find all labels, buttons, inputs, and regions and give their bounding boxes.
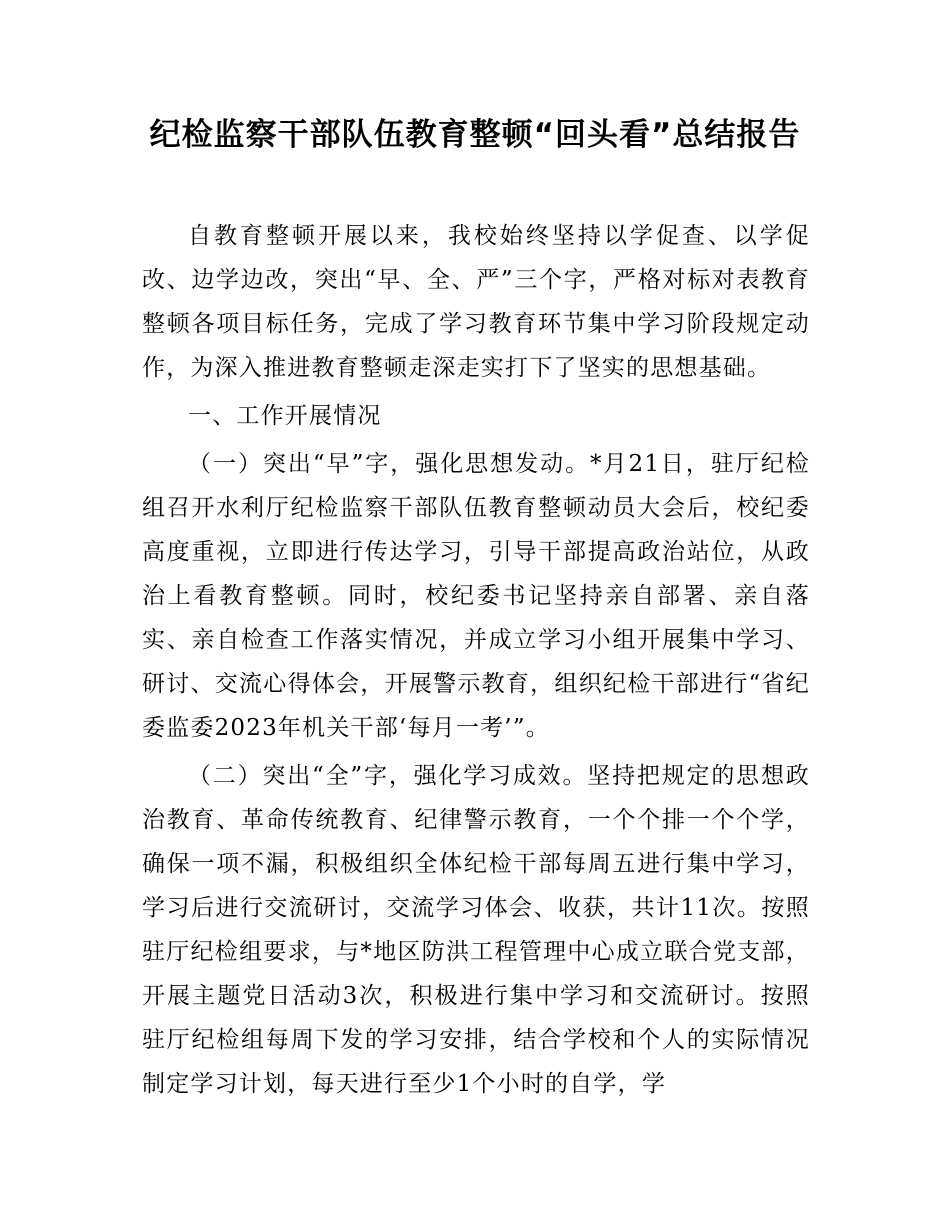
subsection-paragraph-1: （一）突出“早”字，强化思想发动。*月21日，驻厅纪检组召开水利厅纪检监察干部队伍教育整顿动员大会后，校纪委高度重视，立即进行传达学习，引导干部提高政治站位，从政治上看教育整顿。同时，校纪委书记坚持亲自部署、亲自落实、亲自检查工作落实情况，并成立学习小组开展集中学习、研讨、交流心得体会，开展警示教育，组织纪检干部进行“省纪委监委2023年机关干部‘每月一考’”。 (142, 451, 810, 741)
intro-paragraph: 自教育整顿开展以来，我校始终坚持以学促查、以学促改、边学边改，突出“早、全、严”三个字，严格对标对表教育整顿各项目标任务，完成了学习教育环节集中学习阶段规定动作，为深入推进教育整顿走深走实打下了坚实的思想基础。 (142, 223, 810, 381)
subsection-paragraph-2: （二）突出“全”字，强化学习成效。坚持把规定的思想政治教育、革命传统教育、纪律警示教育，一个个排一个个学，确保一项不漏，积极组织全体纪检干部每周五进行集中学习，学习后进行交流研讨，交流学习体会、收获，共计11次。按照驻厅纪检组要求，与*地区防洪工程管理中心成立联合党支部，开展主题党日活动3次，积极进行集中学习和交流研讨。按照驻厅纪检组每周下发的学习安排，结合学校和个人的实际情况制定学习计划，每天进行至少1个小时的自学，学 (142, 763, 810, 1097)
document-title: 纪检监察干部队伍教育整顿“回头看”总结报告 (149, 117, 801, 153)
section-heading-1: 一、工作开展情况 (188, 403, 382, 429)
document-body (142, 214, 810, 1106)
